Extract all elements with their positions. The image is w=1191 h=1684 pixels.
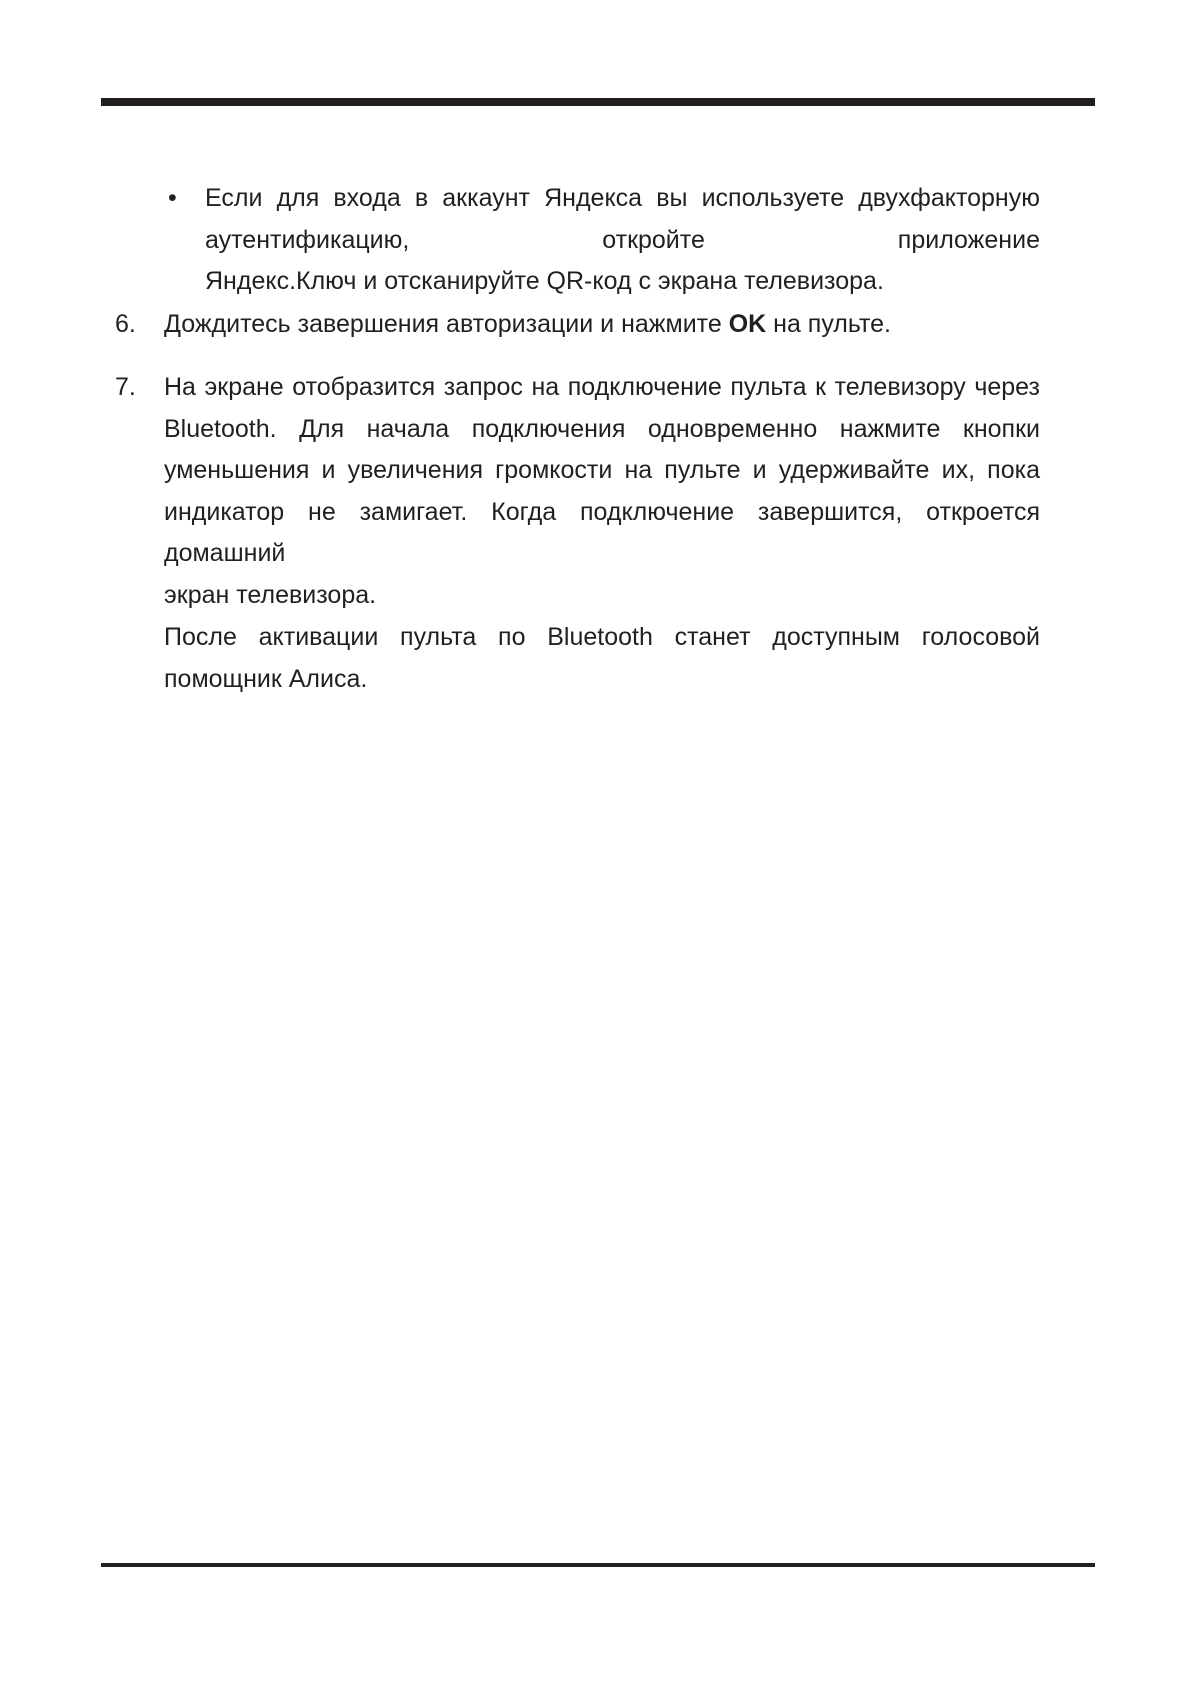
step-6-text-after: на пульте. xyxy=(766,310,891,338)
bullet-text-justified: Если для входа в аккаунт Яндекса вы используете двухфакторную аутентификацию, откройте приложение xyxy=(205,184,1040,254)
step-6-number: 6. xyxy=(115,310,136,338)
ok-button-label: OK xyxy=(728,310,767,338)
step-7-note: После активации пульта по Bluetooth станет доступным голосовой xyxy=(164,623,1040,651)
bullet-paragraph xyxy=(205,178,1040,303)
step-6-text xyxy=(164,304,1040,346)
step-7-body-last: экран телевизора. xyxy=(164,580,377,609)
step-7-note-last: помощник Алиса. xyxy=(164,664,368,693)
footer-rule xyxy=(101,1563,1095,1567)
step-7-text xyxy=(164,367,1040,700)
step-6-text-before: Дождитесь завершения авторизации и нажмите xyxy=(164,310,729,338)
header-rule xyxy=(101,98,1095,106)
bullet-icon: • xyxy=(168,184,177,212)
step-7-body: На экране отобразится запрос на подключение пульта к телевизору через Bluetooth. Для начала подключения одновременно нажмите кнопки уменьшения и увеличения громкости на пульте и удерживайте их, пока индикатор не замигает. Когда подключение завершится, откроется домашний xyxy=(164,373,1040,567)
step-7-number: 7. xyxy=(115,373,136,401)
bullet-text-last: Яндекс.Ключ и отсканируйте QR-код с экрана телевизора. xyxy=(205,267,884,295)
